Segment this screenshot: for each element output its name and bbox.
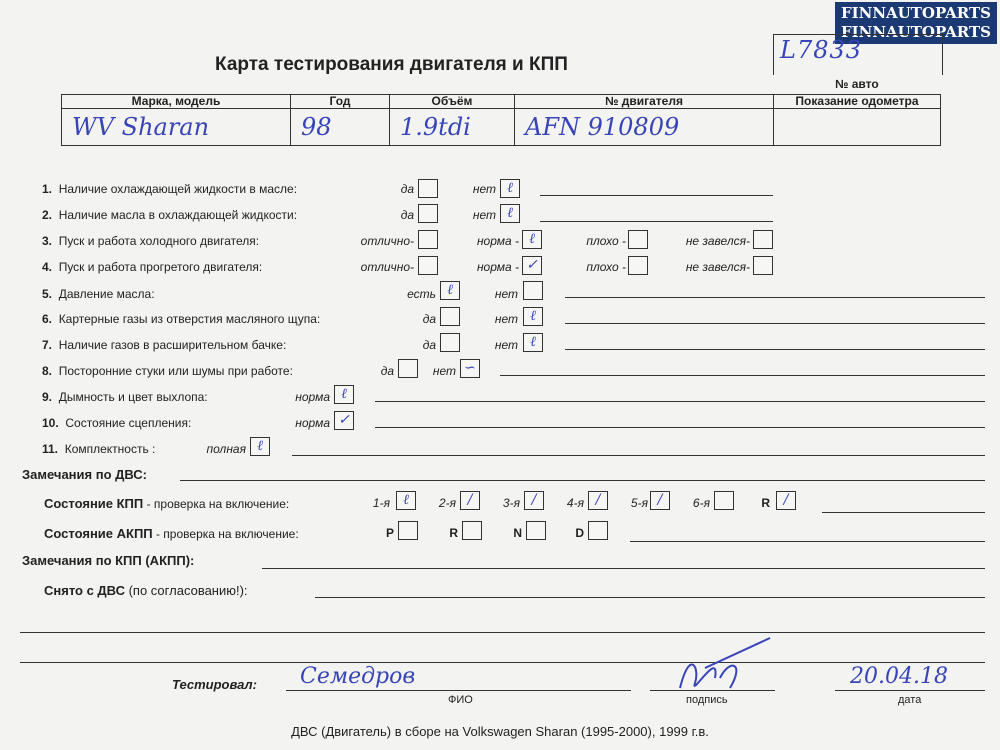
question-label: Пуск и работа холодного двигателя:: [58, 234, 260, 248]
checkbox-q3-ploho[interactable]: [628, 230, 648, 249]
comment-line: [630, 541, 985, 542]
question-11: [42, 442, 155, 456]
question-label: Дымность и цвет выхлопа:: [58, 390, 208, 404]
question-num: 3.: [42, 234, 53, 248]
question-label: Наличие охлаждающей жидкости в масле:: [58, 182, 298, 196]
question-num: 8.: [42, 364, 53, 378]
removed-line: [315, 597, 985, 598]
remarks-engine-label: Замечания по ДВС:: [22, 467, 147, 482]
option-net: нет: [494, 338, 518, 352]
remarks-kpp-label: Замечания по КПП (АКПП):: [22, 553, 195, 568]
checkbox-q8-net[interactable]: ∽: [460, 359, 480, 378]
comment-line: [375, 427, 985, 428]
comment-line: [375, 401, 985, 402]
question-label: Пуск и работа прогретого двигателя:: [58, 260, 263, 274]
checkbox-q3-otlichno[interactable]: [418, 230, 438, 249]
signature-drawing: [660, 628, 780, 698]
question-label: Наличие газов в расширительном бачке:: [58, 338, 287, 352]
checkbox-akpp-p[interactable]: [398, 521, 418, 540]
option-est: есть: [407, 287, 436, 301]
akpp-state-label: Состояние АКПП: [44, 526, 153, 541]
fio-value[interactable]: Семедров: [300, 664, 416, 689]
engine-no-value[interactable]: AFN 910809: [515, 109, 774, 146]
model-value[interactable]: WV Sharan: [62, 109, 291, 146]
akpp-p-label: P: [385, 526, 394, 540]
remarks-kpp-line: [262, 568, 985, 569]
watermark-text-1: FINNAUTOPARTS: [840, 4, 991, 22]
odometer-value[interactable]: [774, 109, 941, 146]
blank-line: [20, 662, 985, 663]
comment-line: [822, 512, 985, 513]
checkbox-q4-norma[interactable]: ✓: [522, 256, 542, 275]
remarks-engine-line: [180, 480, 985, 481]
option-net: нет: [494, 287, 518, 301]
col-header-model: Марка, модель: [62, 95, 291, 109]
option-net: нет: [472, 208, 496, 222]
auto-number-label: № авто: [835, 77, 879, 91]
kpp-row-label: [44, 496, 289, 511]
checkbox-q5-net[interactable]: [523, 281, 543, 300]
date-value[interactable]: 20.04.18: [850, 664, 948, 689]
checkbox-q4-ne-zavelsya[interactable]: [753, 256, 773, 275]
gear-5-label: 5-я: [630, 496, 648, 510]
auto-number-value: L7833: [780, 36, 863, 64]
option-norma: норма -: [476, 234, 519, 248]
option-polnaya: полная: [206, 442, 246, 456]
gear-4-label: 4-я: [566, 496, 584, 510]
akpp-n-label: N: [513, 526, 522, 540]
kpp-state-label: Состояние КПП: [44, 496, 144, 511]
checkbox-q6-net[interactable]: ℓ: [523, 307, 543, 326]
checkbox-akpp-n[interactable]: [526, 521, 546, 540]
question-9: [42, 390, 208, 404]
option-ne-zavelsya: не завелся-: [685, 260, 750, 274]
checkbox-q7-net[interactable]: ℓ: [523, 333, 543, 352]
option-da: да: [400, 208, 414, 222]
option-norma: норма: [295, 390, 330, 404]
checkbox-q2-da[interactable]: [418, 204, 438, 223]
checkbox-gear-3[interactable]: /: [524, 491, 544, 510]
checkbox-q10-norma[interactable]: ✓: [334, 411, 354, 430]
question-4: [42, 260, 262, 274]
checkbox-gear-5[interactable]: /: [650, 491, 670, 510]
checkbox-q5-est[interactable]: ℓ: [440, 281, 460, 300]
volume-value[interactable]: 1.9tdi: [390, 109, 515, 146]
fio-label: ФИО: [448, 694, 473, 706]
question-10: [42, 416, 191, 430]
option-ne-zavelsya: не завелся-: [685, 234, 750, 248]
checkbox-q3-norma[interactable]: ℓ: [522, 230, 542, 249]
signature-line: [650, 690, 775, 691]
date-line: [835, 690, 985, 691]
option-otlichno: отлично-: [360, 260, 414, 274]
question-label: Давление масла:: [58, 287, 155, 301]
checkbox-gear-4[interactable]: /: [588, 491, 608, 510]
checkbox-akpp-r[interactable]: [462, 521, 482, 540]
question-label: Посторонние стуки или шумы при работе:: [58, 364, 293, 378]
checkbox-q8-da[interactable]: [398, 359, 418, 378]
gear-3-label: 3-я: [502, 496, 520, 510]
option-da: да: [380, 364, 394, 378]
signature-label: подпись: [686, 694, 728, 706]
fio-line: [286, 690, 631, 691]
checkbox-gear-r[interactable]: /: [776, 491, 796, 510]
gear-1-label: 1-я: [372, 496, 390, 510]
tested-by-label: Тестировал:: [172, 677, 257, 692]
year-value[interactable]: 98: [291, 109, 390, 146]
checkbox-q6-da[interactable]: [440, 307, 460, 326]
comment-line: [292, 455, 985, 456]
col-header-volume: Объём: [390, 95, 515, 109]
checkbox-gear-6[interactable]: [714, 491, 734, 510]
page-title: Карта тестирования двигателя и КПП: [215, 54, 568, 75]
watermark-text-2: FINNAUTOPARTS: [840, 23, 991, 41]
gear-2-label: 2-я: [438, 496, 456, 510]
checkbox-q4-ploho[interactable]: [628, 256, 648, 275]
checkbox-gear-1[interactable]: ℓ: [396, 491, 416, 510]
comment-line: [565, 349, 985, 350]
option-da: да: [422, 312, 436, 326]
question-num: 4.: [42, 260, 53, 274]
checkbox-akpp-d[interactable]: [588, 521, 608, 540]
question-num: 7.: [42, 338, 53, 352]
question-5: [42, 287, 155, 301]
comment-line: [540, 195, 773, 196]
option-ploho: плохо -: [586, 234, 626, 248]
comment-line: [565, 297, 985, 298]
checkbox-gear-2[interactable]: /: [460, 491, 480, 510]
col-header-engine-no: № двигателя: [515, 95, 774, 109]
blank-line: [20, 632, 985, 633]
question-num: 11.: [42, 442, 59, 456]
question-8: [42, 364, 293, 378]
checkbox-q4-otlichno[interactable]: [418, 256, 438, 275]
date-label: дата: [898, 694, 922, 706]
option-norma: норма -: [476, 260, 519, 274]
option-net: нет: [494, 312, 518, 326]
question-num: 10.: [42, 416, 59, 430]
removed-note: (по согласованию!):: [124, 583, 248, 598]
checkbox-q2-net[interactable]: ℓ: [500, 204, 520, 223]
akpp-check-label: - проверка на включение:: [152, 527, 299, 541]
checkbox-q1-da[interactable]: [418, 179, 438, 198]
option-da: да: [400, 182, 414, 196]
question-label: Картерные газы из отверстия масляного щупа:: [58, 312, 321, 326]
question-label: Комплектность :: [64, 442, 156, 456]
akpp-d-label: D: [575, 526, 584, 540]
question-label: Состояние сцепления:: [65, 416, 192, 430]
question-num: 6.: [42, 312, 53, 326]
question-1: [42, 182, 297, 196]
comment-line: [540, 221, 773, 222]
option-ploho: плохо -: [586, 260, 626, 274]
question-6: [42, 312, 320, 326]
col-header-odometer: Показание одометра: [774, 95, 941, 109]
checkbox-q9-norma[interactable]: ℓ: [334, 385, 354, 404]
image-caption: ДВС (Двигатель) в сборе на Volkswagen Sharan (1995-2000), 1999 г.в.: [291, 724, 709, 739]
kpp-check-label: - проверка на включение:: [143, 497, 290, 511]
question-label: Наличие масла в охлаждающей жидкости:: [58, 208, 298, 222]
col-header-year: Год: [291, 95, 390, 109]
option-net: нет: [472, 182, 496, 196]
akpp-row-label: [44, 526, 299, 541]
option-da: да: [422, 338, 436, 352]
question-num: 5.: [42, 287, 53, 301]
question-2: [42, 208, 297, 222]
checkbox-q11-polnaya[interactable]: ℓ: [250, 437, 270, 456]
question-7: [42, 338, 286, 352]
checkbox-q3-ne-zavelsya[interactable]: [753, 230, 773, 249]
removed-row-label: [44, 583, 248, 598]
checkbox-q7-da[interactable]: [440, 333, 460, 352]
removed-label: Снято с ДВС: [44, 583, 125, 598]
option-norma: норма: [295, 416, 330, 430]
question-num: 2.: [42, 208, 53, 222]
akpp-r-label: R: [449, 526, 458, 540]
checkbox-q1-net[interactable]: ℓ: [500, 179, 520, 198]
vehicle-info-table: [61, 94, 941, 146]
comment-line: [565, 323, 985, 324]
question-num: 1.: [42, 182, 53, 196]
question-3: [42, 234, 259, 248]
question-num: 9.: [42, 390, 53, 404]
option-otlichno: отлично-: [360, 234, 414, 248]
option-net: нет: [432, 364, 456, 378]
gear-6-label: 6-я: [692, 496, 710, 510]
gear-r-label: R: [761, 496, 770, 510]
comment-line: [500, 375, 985, 376]
